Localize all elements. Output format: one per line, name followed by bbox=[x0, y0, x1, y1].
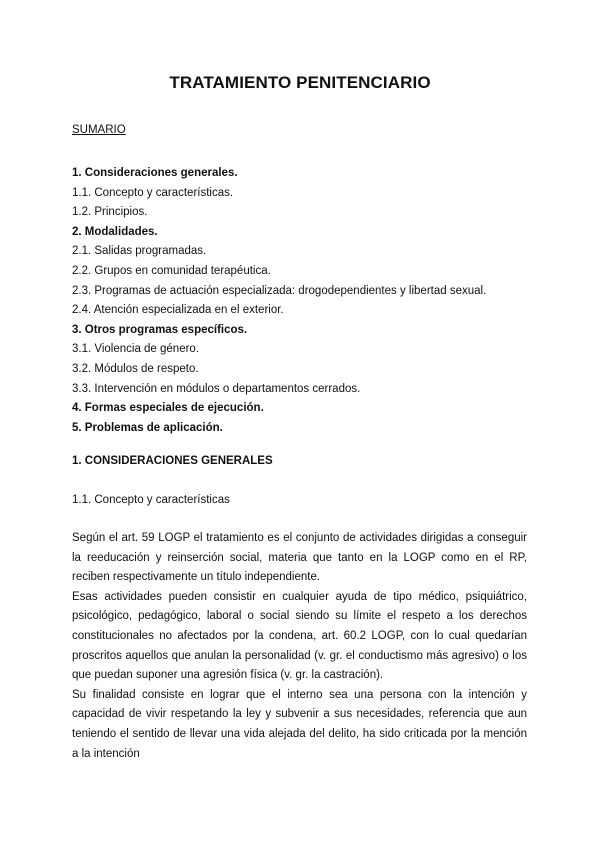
toc-item-2: 2. Modalidades. bbox=[72, 225, 158, 238]
paragraph: Según el art. 59 LOGP el tratamiento es el conjunto de actividades dirigidas a conseguir la reeducación y reinserción social, materia que tanto en la LOGP como en el RP, reciben respectivamente un título independiente. bbox=[72, 532, 527, 584]
paragraph: Esas actividades pueden consistir en cualquier ayuda de tipo médico, psiquiátrico, psicológico, pedagógico, laboral o social siendo su límite el respeto a los derechos constitucionales no afectados por la condena, art. 60.2 LOGP, con lo cual quedarían proscritos aquellos que anulan la personalidad (v. gr. el conductismo más agresivo) o los que puedan suponer una agresión física (v. gr. la castración). bbox=[72, 590, 527, 682]
toc-item-2-2: 2.2. Grupos en comunidad terapéutica. bbox=[72, 264, 271, 277]
paragraph: Su finalidad consiste en lograr que el interno sea una persona con la intención y capacidad de vivir respetando la ley y subvenir a sus necesidades, referencia que aun teniendo el sentido de llevar una vida alejada del delito, ha sido criticada por la mención a la intención bbox=[72, 688, 527, 760]
toc-item-2-3: 2.3. Programas de actuación especializada: drogodependientes y libertad sexual. bbox=[72, 284, 487, 297]
toc-item-2-4: 2.4. Atención especializada en el exterior. bbox=[72, 304, 284, 317]
toc-item-4: 4. Formas especiales de ejecución. bbox=[72, 402, 264, 415]
toc-item-3-3: 3.3. Intervención en módulos o departamentos cerrados. bbox=[72, 382, 361, 395]
sumario-label: SUMARIO bbox=[72, 124, 126, 136]
toc-item-5: 5. Problemas de aplicación. bbox=[72, 421, 223, 434]
toc-item-3-1: 3.1. Violencia de género. bbox=[72, 343, 200, 356]
toc-item-1: 1. Consideraciones generales. bbox=[72, 167, 238, 179]
subsection-heading: 1.1. Concepto y características bbox=[72, 494, 230, 506]
body-text bbox=[72, 529, 527, 764]
toc-item-1-2: 1.2. Principios. bbox=[72, 206, 148, 219]
toc-item-3-2: 3.2. Módulos de respeto. bbox=[72, 362, 199, 375]
table-of-contents bbox=[72, 164, 486, 438]
toc-item-1-1: 1.1. Concepto y características. bbox=[72, 186, 234, 199]
toc-item-3: 3. Otros programas específicos. bbox=[72, 323, 248, 336]
section-heading: 1. CONSIDERACIONES GENERALES bbox=[72, 455, 273, 467]
toc-item-2-1: 2.1. Salidas programadas. bbox=[72, 245, 207, 258]
document-title: TRATAMIENTO PENITENCIARIO bbox=[169, 73, 431, 92]
